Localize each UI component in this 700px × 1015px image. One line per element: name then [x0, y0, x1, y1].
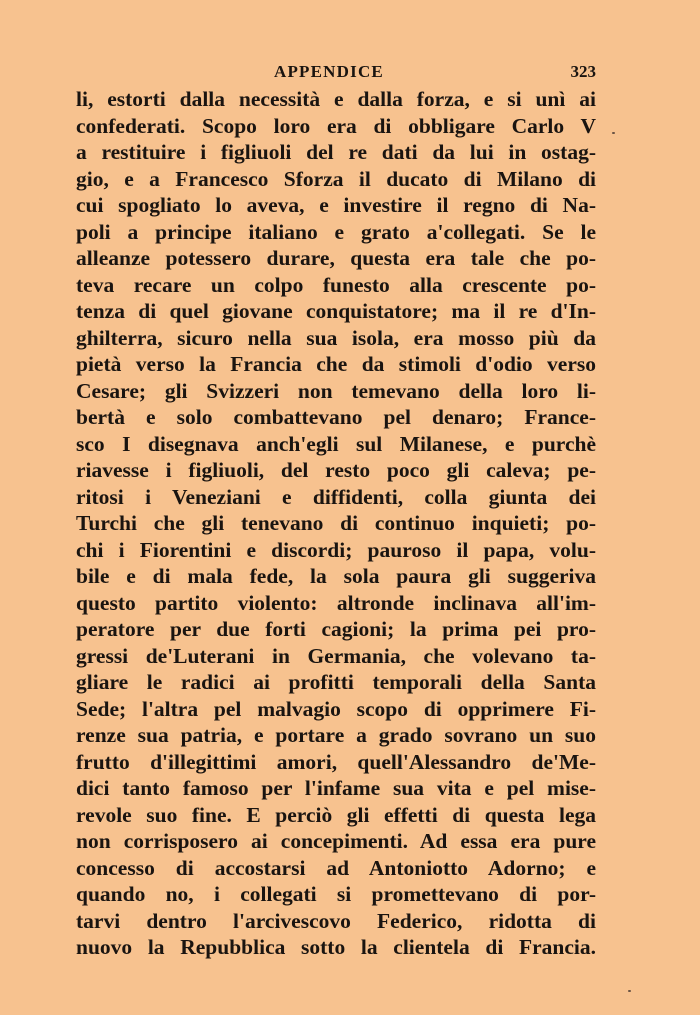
running-title: APPENDICE — [274, 62, 384, 81]
text-line: tenza di quel giovane conquistatore; ma il re d'In- — [76, 299, 596, 323]
running-head — [76, 62, 596, 86]
text-line: chi i Fiorentini e discordi; pauroso il papa, volu- — [76, 537, 596, 562]
text-line: peratore per due forti cagioni; la prima pei pro- — [76, 617, 596, 641]
text-line: bile e di mala fede, la sola paura gli suggeriva — [76, 564, 596, 588]
text-line: li, estorti dalla necessità e dalla forza, e si unì ai — [76, 87, 596, 111]
page-number: 323 — [570, 62, 596, 81]
text-line: quando no, i collegati si promettevano di por- — [76, 882, 596, 906]
text-line: frutto d'illegittimi amori, quell'Alessandro de'Me- — [76, 749, 596, 774]
paper-speck — [612, 132, 615, 134]
text-line: dici tanto famoso per l'infame sua vita e pel mise- — [76, 776, 596, 800]
text-line: renze sua patria, e portare a grado sovrano un suo — [76, 723, 596, 747]
text-line: alleanze potessero durare, questa era tale che po- — [76, 246, 596, 270]
text-line: sco I disegnava anch'egli sul Milanese, e purchè — [76, 431, 596, 456]
text-line: gressi de'Luterani in Germania, che volevano ta- — [76, 643, 596, 668]
text-line: ghilterra, sicuro nella sua isola, era mosso più da — [76, 325, 596, 350]
text-line: tarvi dentro l'arcivescovo Federico, ridotta di — [76, 908, 596, 933]
text-line: Sede; l'altra pel malvagio scopo di opprimere Fi- — [76, 696, 596, 721]
body-text — [76, 86, 596, 961]
text-line: ritosi i Veneziani e diffidenti, colla giunta dei — [76, 484, 596, 509]
text-line: cui spogliato lo aveva, e investire il regno di Na- — [76, 193, 596, 217]
text-line: concesso di accostarsi ad Antoniotto Adorno; e — [76, 855, 596, 880]
text-line: confederati. Scopo loro era di obbligare Carlo V — [76, 113, 596, 138]
text-line: teva recare un colpo funesto alla crescente po- — [76, 272, 596, 297]
text-line: Cesare; gli Svizzeri non temevano della loro li- — [76, 378, 596, 403]
text-line: pietà verso la Francia che da stimoli d'odio verso — [76, 352, 596, 376]
text-line: poli a principe italiano e grato a'collegati. Se le — [76, 219, 596, 244]
text-line: gio, e a Francesco Sforza il ducato di Milano di — [76, 166, 596, 191]
text-line: non corrisposero ai concepimenti. Ad essa era pure — [76, 829, 596, 853]
paper-speck — [628, 990, 631, 992]
text-line: bertà e solo combattevano pel denaro; France- — [76, 405, 596, 429]
text-line: riavesse i figliuoli, del resto poco gli caleva; pe- — [76, 458, 596, 482]
text-line: a restituire i figliuoli del re dati da lui in ostag- — [76, 140, 596, 164]
text-line: gliare le radici ai profitti temporali della Santa — [76, 670, 596, 694]
text-line: Turchi che gli tenevano di continuo inquieti; po- — [76, 511, 596, 535]
text-line: revole suo fine. E perciò gli effetti di questa lega — [76, 802, 596, 827]
text-line: questo partito violento: altronde inclinava all'im- — [76, 590, 596, 615]
text-line: nuovo la Repubblica sotto la clientela di Francia. — [76, 935, 596, 959]
